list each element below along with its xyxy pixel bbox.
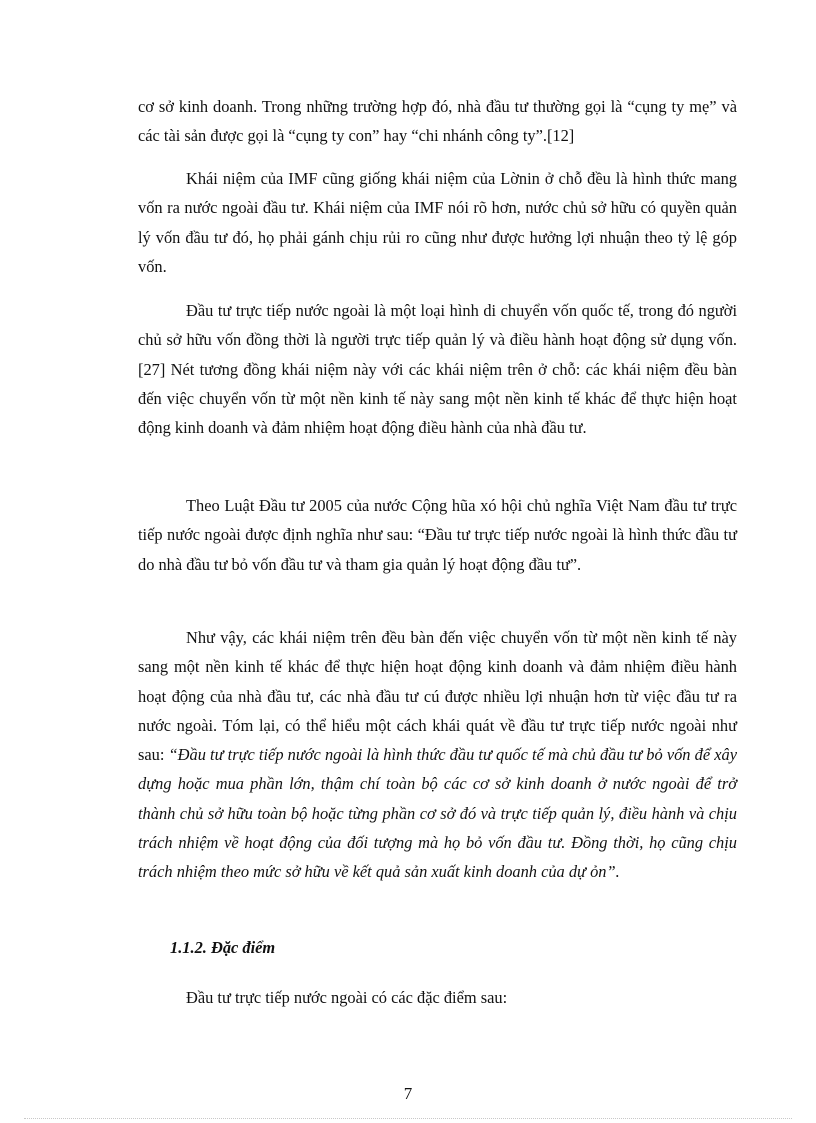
- paragraph-3-text: Đầu tư trực tiếp nước ngoài là một loại hình di chuyển vốn quốc tế, trong đó người chủ sở hữu vốn đồng thời là người trực tiếp quản lý và điều hành hoạt động sử dụng vốn.[27] Nét tương đồng khái niệm này với các khái niệm trên ở chỗ: các khái niệm đều bàn đến việc chuyển vốn từ một nền kinh tế này sang một nền kinh tế khác để thực hiện hoạt động kinh doanh và đảm nhiệm hoạt động điều hành của nhà đầu tư.: [138, 301, 737, 438]
- paragraph-1: [138, 92, 737, 151]
- section-heading-text: 1.1.2. Đặc điểm: [170, 938, 276, 957]
- paragraph-5-normal-text: Như vậy, các khái niệm trên đều bàn đến việc chuyển vốn từ một nền kinh tế này sang một nền kinh tế khác để thực hiện hoạt động kinh doanh và đảm nhiệm điều hành hoạt động của nhà đầu tư, các nhà đầu tư cú được nhiều lợi nhuận hơn từ việc đầu tư ra nước ngoài. Tóm lại, có thể hiểu một cách khái quát về đầu tư trực tiếp nước ngoài như sau:: [138, 628, 737, 765]
- paragraph-6-text: Đầu tư trực tiếp nước ngoài có các đặc điểm sau:: [186, 988, 508, 1007]
- section-heading: [170, 938, 275, 958]
- paragraph-5-italic-quote: “Đầu tư trực tiếp nước ngoài là hình thức đầu tư quốc tế mà chủ đầu tư bỏ vốn để xây dựng hoặc mua phần lớn, thậm chí toàn bộ các cơ sở kinh doanh ở nước ngoài để trở thành chủ sở hữu toàn bộ hoặc từng phần cơ sở đó và trực tiếp quản lý, điều hành và chịu trách nhiệm về hoạt động của đối tượng mà họ bỏ vốn đầu tư. Đồng thời, họ cũng chịu trách nhiệm theo mức sở hữu về kết quả sản xuất kinh doanh của dự ỏn”.: [138, 745, 737, 882]
- paragraph-2: [138, 164, 737, 281]
- page-number: 7: [403, 1084, 413, 1103]
- paragraph-2-text: Khái niệm của IMF cũng giống khái niệm của Lờnin ở chỗ đều là hình thức mang vốn ra nước ngoài đầu tư. Khái niệm của IMF nói rõ hơn, nước chủ sở hữu có quyền quản lý vốn đầu tư đó, họ phải gánh chịu rủi ro cũng như được hưởng lợi nhuận theo tỷ lệ góp vốn.: [138, 169, 737, 276]
- paragraph-6: [138, 983, 737, 1012]
- paragraph-3: [138, 296, 737, 442]
- paragraph-1-text: cơ sở kinh doanh. Trong những trường hợp đó, nhà đầu tư thường gọi là “cụng ty mẹ” và các tài sản được gọi là “cụng ty con” hay “chi nhánh công ty”.[12]: [138, 97, 737, 146]
- paragraph-4-text: Theo Luật Đầu tư 2005 của nước Cộng hũa xó hội chủ nghĩa Việt Nam đầu tư trực tiếp nước ngoài được định nghĩa như sau: “Đầu tư trực tiếp nước ngoài là hình thức đầu tư do nhà đầu tư bỏ vốn đầu tư và tham gia quản lý hoạt động đầu tư”.: [138, 496, 737, 574]
- footer-divider: [24, 1118, 792, 1119]
- paragraph-4: [138, 491, 737, 579]
- paragraph-5: [138, 623, 737, 887]
